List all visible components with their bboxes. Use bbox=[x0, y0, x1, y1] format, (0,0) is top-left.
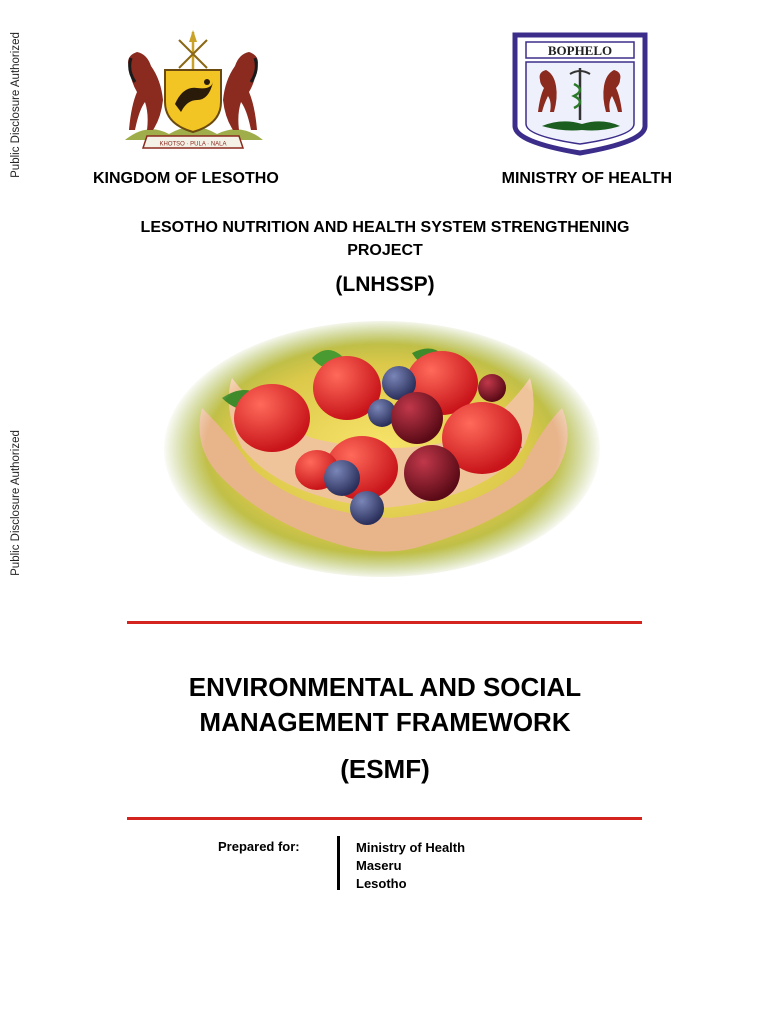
ministry-label: MINISTRY OF HEALTH bbox=[501, 170, 672, 187]
document-title-line: ENVIRONMENTAL AND SOCIAL bbox=[188, 672, 582, 702]
berries-in-hands-photo bbox=[162, 318, 602, 580]
red-divider-bottom bbox=[127, 817, 642, 820]
disclosure-text: Public Disclosure Authorized bbox=[10, 429, 22, 576]
ministry-logo-title: BOPHELO bbox=[547, 43, 613, 58]
header-row bbox=[0, 170, 770, 194]
project-title-line: PROJECT bbox=[347, 242, 423, 259]
address-line: Lesotho bbox=[356, 876, 407, 891]
document-acronym: (ESMF) bbox=[340, 754, 430, 784]
lesotho-coat-of-arms-logo bbox=[117, 30, 269, 155]
address-line: Maseru bbox=[356, 858, 402, 873]
project-title bbox=[100, 216, 670, 262]
address-line: Ministry of Health bbox=[356, 840, 466, 855]
document-title bbox=[0, 670, 770, 787]
document-title-line: MANAGEMENT FRAMEWORK bbox=[199, 707, 571, 737]
kingdom-label: KINGDOM OF LESOTHO bbox=[93, 170, 279, 187]
prepared-for-address bbox=[356, 839, 465, 893]
red-divider-top bbox=[127, 621, 642, 624]
disclosure-text: Public Disclosure Authorized bbox=[10, 32, 22, 178]
ministry-of-health-logo bbox=[512, 32, 648, 156]
crest-motto: KHOTSO · PULA · NALA bbox=[159, 141, 227, 148]
project-title-line: LESOTHO NUTRITION AND HEALTH SYSTEM STRENGTHENING bbox=[140, 219, 630, 236]
disclosure-stamp-middle bbox=[0, 395, 32, 610]
project-acronym: (LNHSSP) bbox=[335, 273, 435, 296]
prepared-for-label: Prepared for: bbox=[218, 839, 300, 854]
vertical-divider bbox=[337, 836, 340, 890]
